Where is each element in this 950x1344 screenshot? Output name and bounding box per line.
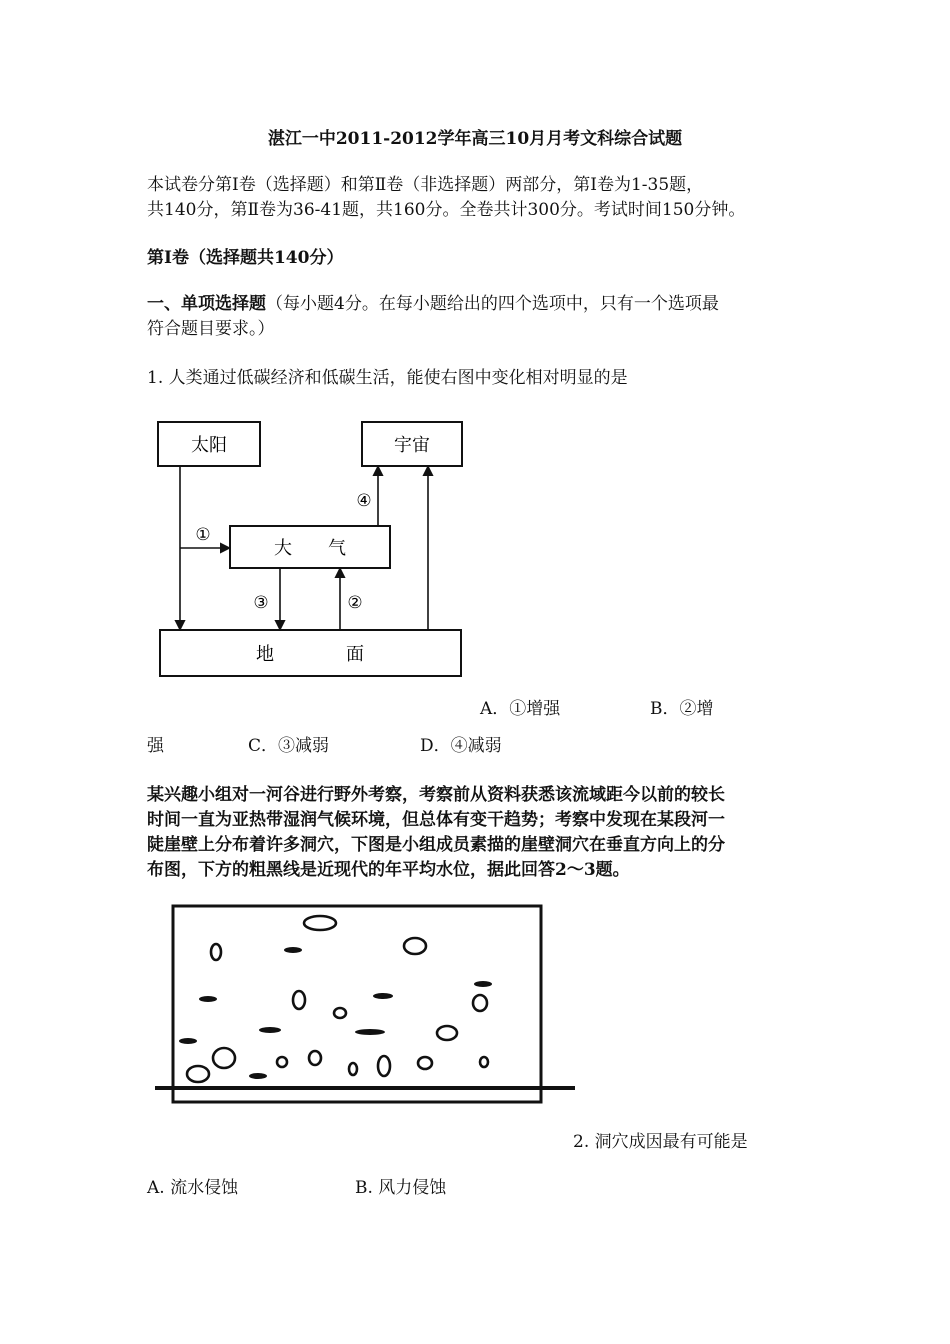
intro-line-2: 共140分，第Ⅱ卷为36-41题，共160分。全卷共计300分。考试时间150分钟。	[147, 200, 746, 220]
cave-slit	[284, 947, 302, 953]
cave-slit	[355, 1029, 385, 1035]
arrow-3-label: ③	[253, 593, 269, 613]
cave-slit	[179, 1038, 197, 1044]
cave-hole	[293, 991, 305, 1009]
q1-option-b-continued: 强	[147, 736, 164, 756]
atmosphere-label: 大 气	[274, 538, 346, 559]
q2-option-b: B. 风力侵蚀	[355, 1178, 447, 1198]
q1-option-b: B．②增	[650, 699, 714, 719]
passage-line-1: 某兴趣小组对一河谷进行野外考察，考察前从资料获悉该流域距今以前的较长	[147, 785, 725, 805]
universe-label: 宇宙	[394, 435, 430, 456]
sun-label: 太阳	[191, 435, 227, 456]
cave-hole	[277, 1057, 287, 1067]
cave-hole	[378, 1056, 390, 1076]
arrow-2-label: ②	[347, 593, 363, 613]
part1-heading: 第Ⅰ卷（选择题共140分）	[147, 248, 344, 268]
q1-option-a: A．①增强	[480, 699, 561, 719]
cave-hole	[211, 944, 221, 960]
cave-slit	[259, 1027, 281, 1033]
q2-option-a: A. 流水侵蚀	[147, 1178, 239, 1198]
cave-slit	[199, 996, 217, 1002]
cave-hole	[349, 1063, 357, 1075]
cave-slit	[249, 1073, 267, 1079]
section1-note-line-2: 符合题目要求。）	[147, 319, 275, 339]
page-title: 湛江一中2011-2012学年高三10月月考文科综合试题	[267, 129, 683, 149]
cave-hole	[334, 1008, 346, 1018]
heat-flow-diagram	[140, 410, 480, 690]
ground-label: 地 面	[256, 644, 364, 665]
section1-heading: 一、单项选择题	[147, 294, 266, 314]
cave-hole	[473, 995, 487, 1011]
arrow-4-label: ④	[356, 491, 372, 511]
cave-hole	[309, 1051, 321, 1065]
cave-slit	[474, 981, 492, 987]
cave-hole	[437, 1026, 457, 1040]
intro-line-1: 本试卷分第Ⅰ卷（选择题）和第Ⅱ卷（非选择题）两部分，第Ⅰ卷为1-35题，	[147, 175, 704, 195]
cave-slits	[179, 947, 492, 1079]
question-2-text: 2. 洞穴成因最有可能是	[573, 1132, 748, 1152]
cave-hole	[418, 1057, 432, 1069]
arrow-1-label: ①	[195, 525, 211, 545]
caves	[187, 916, 488, 1082]
section1-note: （每小题4分。在每小题给出的四个选项中，只有一个选项最	[266, 294, 719, 314]
passage-line-3: 陡崖壁上分布着许多洞穴，下图是小组成员素描的崖壁洞穴在垂直方向上的分	[147, 835, 725, 855]
cave-slit	[373, 993, 393, 999]
passage-line-4: 布图，下方的粗黑线是近现代的年平均水位，据此回答2～3题。	[147, 860, 630, 880]
cave-hole	[404, 938, 426, 954]
cave-hole	[187, 1066, 209, 1082]
section1-line-1	[147, 292, 719, 316]
q1-option-c: C．③减弱	[248, 736, 330, 756]
question-1-text: 1. 人类通过低碳经济和低碳生活，能使右图中变化相对明显的是	[147, 368, 628, 388]
q1-option-d: D．④减弱	[420, 736, 502, 756]
cave-hole	[480, 1057, 488, 1067]
passage-line-2: 时间一直为亚热带湿润气候环境，但总体有变干趋势；考察中发现在某段河一	[147, 810, 725, 830]
cliff-cave-sketch	[150, 898, 580, 1113]
cave-hole	[304, 916, 336, 930]
cave-hole	[213, 1048, 235, 1068]
